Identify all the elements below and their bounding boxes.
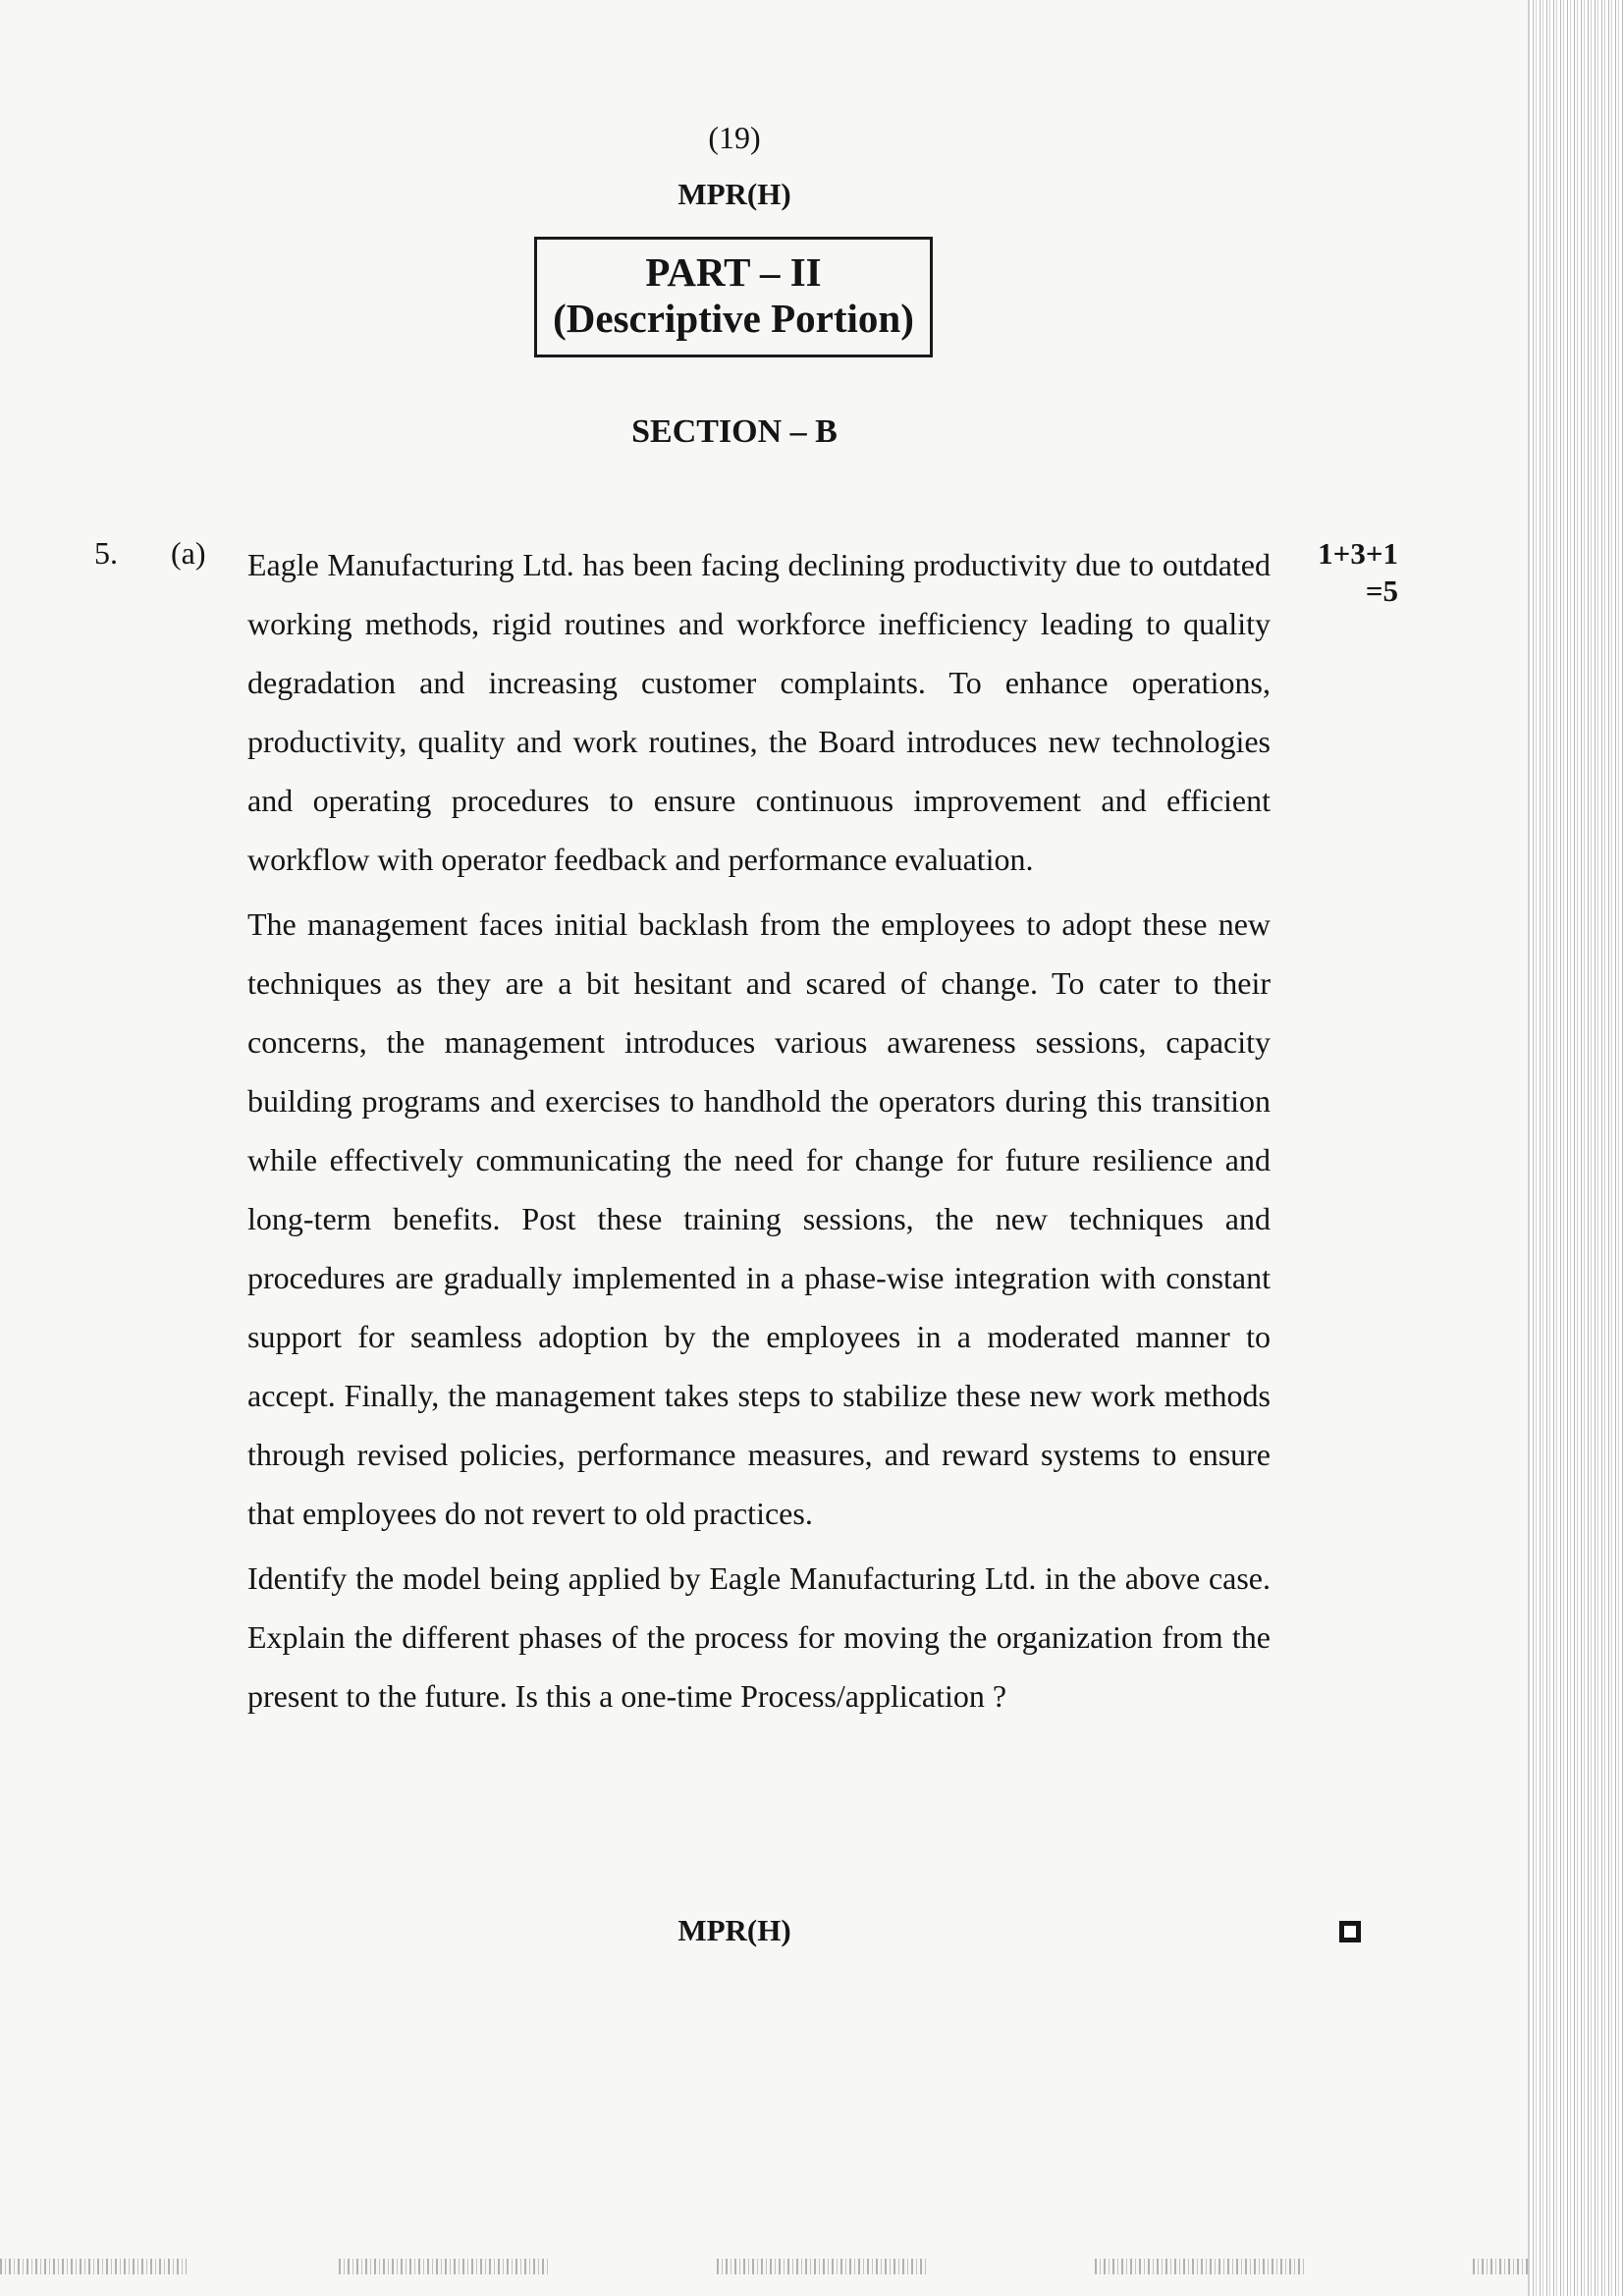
marks-total: =5 xyxy=(1365,574,1398,608)
part-title: PART – II xyxy=(645,249,822,295)
part-title-box xyxy=(534,237,933,357)
question-marks xyxy=(1294,535,1398,610)
end-square-icon xyxy=(1339,1921,1361,1942)
question-paragraph-1: Eagle Manufacturing Ltd. has been facing declining productivity due to outdated working methods, rigid routines and workforce inefficiency leading to quality degradation and increasing customer complaints. To enhance operations, productivity, quality and work routines, the Board introduces new technologies and operating procedures to ensure continuous improvement and efficient workflow with operator feedback and performance evaluation. xyxy=(247,547,1271,877)
scan-artifact xyxy=(717,2259,928,2274)
scan-artifact xyxy=(0,2259,187,2274)
page-number: (19) xyxy=(708,120,761,155)
paper-code-footer: MPR(H) xyxy=(677,1913,791,1947)
question-paragraph-2: The management faces initial backlash from the employees to adopt these new techniques as they are a bit hesitant and scared of change. To cater to their concerns, the management introduces various awareness sessions, capacity building programs and exercises to handhold the operators during this transition while effectively communicating the need for change for future resilience and long-term benefits. Post these training sessions, the new techniques and procedures are gradually implemented in a phase-wise integration with constant support for seamless adoption by the employees in a moderated manner to accept. Finally, the management takes steps to stabilize these new work methods through revised policies, performance measures, and reward systems to ensure that employees do not revert to old practices. xyxy=(247,906,1271,1531)
binding-strip xyxy=(1528,0,1624,2296)
scan-artifact xyxy=(339,2259,550,2274)
paper-code-header: MPR(H) xyxy=(677,177,791,211)
scan-artifact xyxy=(1095,2259,1306,2274)
scan-artifact xyxy=(1473,2259,1528,2274)
question-subpart: (a) xyxy=(171,535,206,571)
section-heading: SECTION – B xyxy=(631,413,838,450)
question-paragraph-3: Identify the model being applied by Eagle Manufacturing Ltd. in the above case. Explain the different phases of the process for moving the organization from the present to the future. Is this a one-time Process/application ? xyxy=(247,1560,1271,1714)
part-subtitle: (Descriptive Portion) xyxy=(553,296,914,341)
question-body xyxy=(247,535,1271,1731)
marks-breakdown: 1+3+1 xyxy=(1318,536,1398,571)
question-number: 5. xyxy=(94,535,118,571)
